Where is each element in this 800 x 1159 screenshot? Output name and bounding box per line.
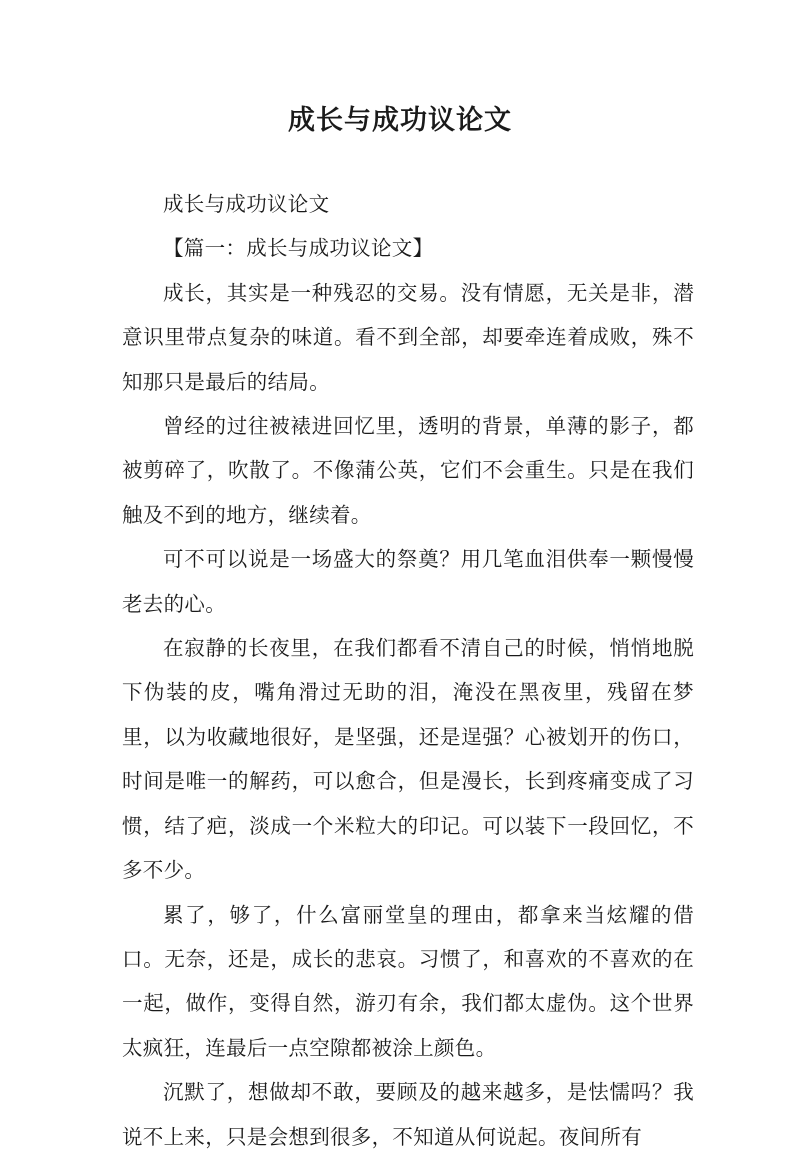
paragraph: 累了，够了，什么富丽堂皇的理由，都拿来当炫耀的借口。无奈，还是，成长的悲哀。习惯了，和喜欢的不喜欢的在一起，做作，变得自然，游刃有余，我们都太虚伪。这个世界太疯狂，连最后一点空隙都被涂上颜色。 — [122, 902, 694, 1060]
paragraph: 在寂静的长夜里，在我们都看不清自己的时候，悄悄地脱下伪装的皮，嘴角滑过无助的泪，淹没在黑夜里，残留在梦里，以为收藏地很好，是坚强，还是逞强？心被划开的伤口，时间是唯一的解药，可以愈合，但是漫长，长到疼痛变成了习惯，结了疤，淡成一个米粒大的印记。可以装下一段回忆，不多不少。 — [122, 636, 694, 883]
paragraph-section-heading: 【篇一：成长与成功议论文】 — [163, 236, 434, 261]
paragraph-subtitle: 成长与成功议论文 — [163, 192, 330, 216]
paragraph: 沉默了，想做却不敢，要顾及的越来越多，是怯懦吗？我说不上来，只是会想到很多，不知道从何说起。夜间所有 — [122, 1080, 694, 1149]
paragraph: 可不可以说是一场盛大的祭奠？用几笔血泪供奉一颗慢慢老去的心。 — [122, 547, 694, 616]
paragraph: 成长，其实是一种残忍的交易。没有情愿，无关是非，潜意识里带点复杂的味道。看不到全部，却要牵连着成败，殊不知那只是最后的结局。 — [122, 280, 694, 394]
document-title: 成长与成功议论文 — [288, 105, 512, 136]
document-body — [122, 182, 694, 1159]
paragraph: 曾经的过往被裱进回忆里，透明的背景，单薄的影子，都被剪碎了，吹散了。不像蒲公英，它们不会重生。只是在我们触及不到的地方，继续着。 — [122, 414, 694, 527]
